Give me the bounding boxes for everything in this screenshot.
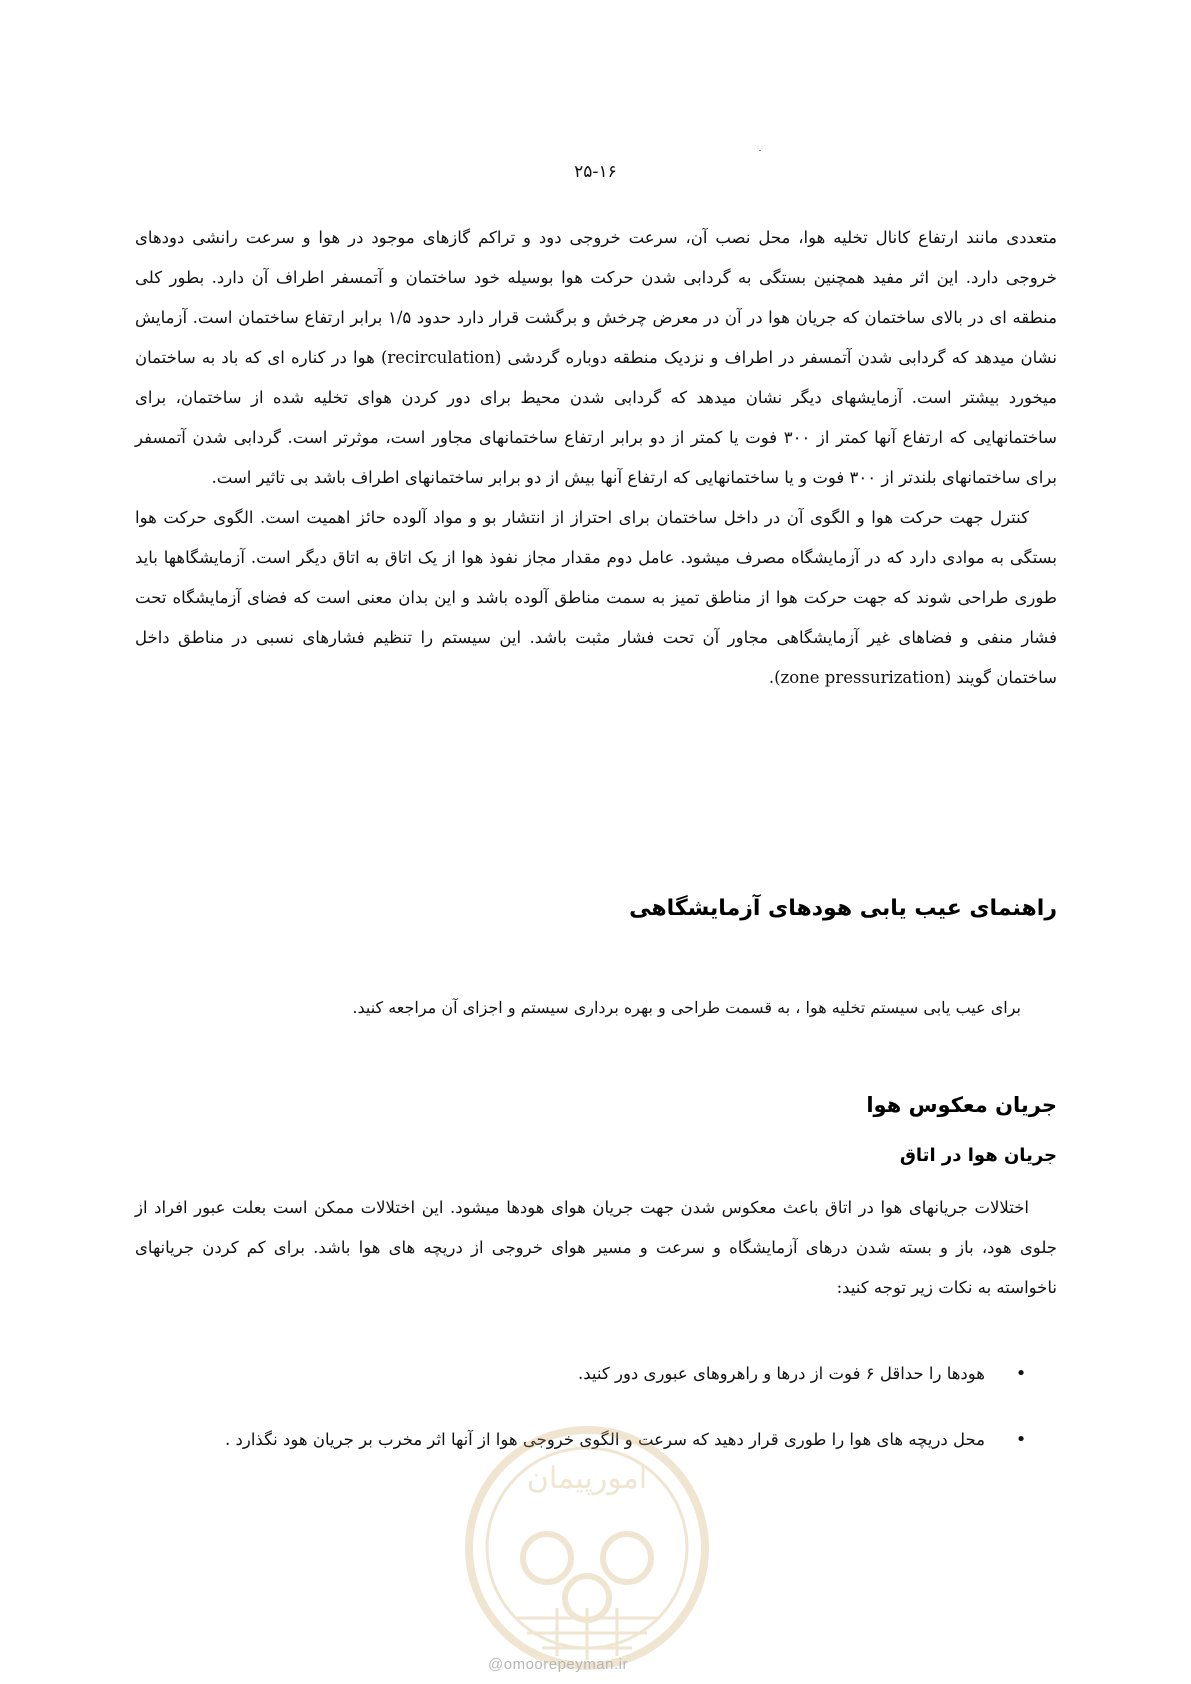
bullet-item xyxy=(157,1354,1057,1394)
body-paragraph-bottom xyxy=(135,1188,1057,1308)
scan-mark xyxy=(759,150,761,151)
watermark-logo xyxy=(457,1418,717,1678)
paragraph-3: اختلالات جریانهای هوا در اتاق باعث معکوس شدن جهت جریان هوای هودها میشود. این اختلالات ممکن است بعلت عبور افراد از جلوی هود، باز و بسته شدن درهای آزمایشگاه و سرعت و مسیر هوای خروجی از دریچه های هوا باشد. برای کم کردن جریانهای ناخواسته به نکات زیر توجه کنید: xyxy=(135,1198,1057,1297)
body-paragraphs-top xyxy=(135,218,1057,698)
sub-subsection-heading: جریان هوا در اتاق xyxy=(899,1145,1057,1166)
page-number: ۲۵-۱۶ xyxy=(574,162,617,182)
paragraph-1: متعددی مانند ارتفاع کانال تخلیه هوا، محل نصب آن، سرعت خروجی دود و تراکم گازهای موجود در هوا و سرعت رانشی دودهای خروجی دارد. این اثر مفید همچنین بستگی به گردابی شدن حرکت هوا بوسیله خود ساختمان و آتمسفر اطراف آن دارد. بطور کلی منطقه ای در بالای ساختمان که جریان هوا در آن در معرض چرخش و برگشت قرار دارد حدود ۱/۵ برابر ارتفاع ساختمان است. آزمایش نشان میدهد که گردابی شدن آتمسفر در اطراف و نزدیک منطقه دوباره گردشی (recirculation) هوا در کناره ای که باد به ساختمان میخورد بیشتر است. آزمایشهای دیگر نشان میدهد که گردابی شدن محیط برای دور کردن هوای تخلیه شده از ساختمان، برای ساختمانهایی که ارتفاع آنها کمتر از ۳۰۰ فوت یا کمتر از دو برابر ارتفاع ساختمانهای مجاور است، موثرتر است. گردابی شدن آتمسفر برای ساختمانهای بلندتر از ۳۰۰ فوت و یا ساختمانهایی که ارتفاع آنها بیش از دو برابر ساختمانهای اطراف باشد بی تاثیر است. xyxy=(135,228,1058,487)
bullet-text: هودها را حداقل ۶ فوت از درها و راهروهای عبوری دور کنید. xyxy=(578,1364,985,1383)
intro-line: برای عیب یابی سیستم تخلیه هوا ، به قسمت طراحی و بهره برداری سیستم و اجزای آن مراجعه کنید. xyxy=(352,998,1021,1017)
bullet-dot: • xyxy=(1015,1429,1027,1450)
gear-icon xyxy=(523,1534,651,1620)
bullet-text: محل دریچه های هوا را طوری قرار دهید که سرعت و الگوی خروجی هوا از آنها اثر مخرب بر جریان هود نگذارد . xyxy=(225,1430,985,1449)
watermark-logo-text: امورپیمان xyxy=(526,1461,648,1496)
bullet-dot: • xyxy=(1015,1363,1027,1384)
section-heading: راهنمای عیب یابی هودهای آزمایشگاهی xyxy=(629,896,1057,921)
watermark-site: @omoorepeyman.ir xyxy=(488,1656,628,1673)
subsection-heading: جریان معکوس هوا xyxy=(866,1093,1057,1117)
paragraph-2: کنترل جهت حرکت هوا و الگوی آن در داخل ساختمان برای احتراز از انتشار بو و مواد آلوده حائز اهمیت است. الگوی حرکت هوا بستگی به موادی دارد که در آزمایشگاه مصرف میشود. عامل دوم مقدار مجاز نفوذ هوا از یک اتاق به اتاق دیگر است. آزمایشگاهها باید طوری طراحی شوند که جهت حرکت هوا از مناطق تمیز به سمت مناطق آلوده باشد و این بدان معنی است که فضای آزمایشگاه تحت فشار منفی و فضاهای غیر آزمایشگاهی مجاور آن تحت فشار مثبت باشد. این سیستم را تنظیم فشارهای نسبی در مناطق داخل ساختمان گویند (zone pressurization). xyxy=(135,508,1057,687)
